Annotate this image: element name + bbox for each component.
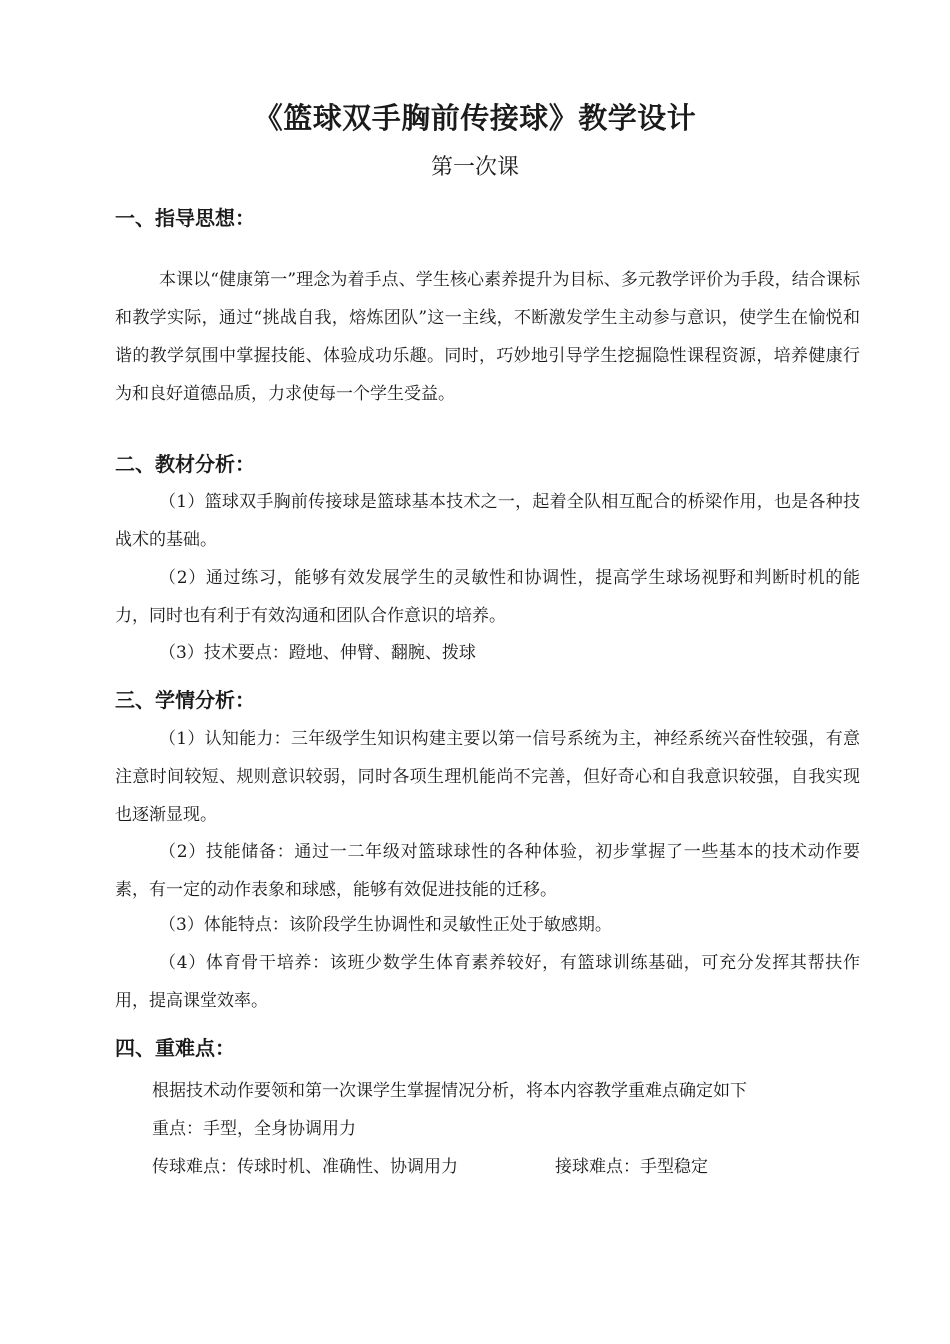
guiding-paragraph: 本课以“健康第一”理念为着手点、学生核心素养提升为目标、多元教学评价为手段，结合课标和教学实际，通过“挑战自我，熔炼团队”这一主线，不断激发学生主动参与意识，使学生在愉悦和谐的教学氛围中掌握技能、体验成功乐趣。同时，巧妙地引导学生挖掘隐性课程资源，培养健康行为和良好道德品质，力求使每一个学生受益。 — [115, 270, 860, 404]
material-item-3: （3）技术要点：蹬地、伸臂、翻腕、拨球 — [159, 643, 476, 663]
material-item-2: （2）通过练习，能够有效发展学生的灵敏性和协调性，提高学生球场视野和判断时机的能力，同时也有利于有效沟通和团队合作意识的培养。 — [115, 568, 860, 626]
keypoints-pass-difficulty: 传球难点：传球时机、准确性、协调用力 — [152, 1157, 458, 1177]
section-heading-guiding: 一、指导思想： — [115, 206, 255, 230]
students-item-4: （4）体育骨干培养：该班少数学生体育素养较好，有篮球训练基础，可充分发挥其帮扶作用，提高课堂效率。 — [115, 953, 860, 1011]
section-heading-keypoints: 四、重难点： — [115, 1036, 235, 1060]
document-subtitle: 第一次课 — [430, 155, 519, 180]
keypoints-focus: 重点：手型，全身协调用力 — [152, 1119, 356, 1139]
keypoints-catch-difficulty: 接球难点：手型稳定 — [555, 1157, 708, 1177]
document-title: 《篮球双手胸前传接球》教学设计 — [253, 101, 697, 135]
keypoints-intro: 根据技术动作要领和第一次课学生掌握情况分析，将本内容教学重难点确定如下 — [152, 1081, 747, 1101]
students-item-3: （3）体能特点：该阶段学生协调性和灵敏性正处于敏感期。 — [159, 915, 612, 935]
students-item-1: （1）认知能力：三年级学生知识构建主要以第一信号系统为主，神经系统兴奋性较强，有意注意时间较短、规则意识较弱，同时各项生理机能尚不完善，但好奇心和自我意识较强，自我实现也逐渐显现。 — [115, 729, 860, 825]
section-heading-students: 三、学情分析： — [115, 688, 255, 712]
material-item-1: （1）篮球双手胸前传接球是篮球基本技术之一，起着全队相互配合的桥梁作用，也是各种技战术的基础。 — [115, 492, 860, 550]
students-item-2: （2）技能储备：通过一二年级对篮球球性的各种体验，初步掌握了一些基本的技术动作要素，有一定的动作表象和球感，能够有效促进技能的迁移。 — [115, 842, 860, 900]
section-heading-material: 二、教材分析： — [115, 452, 255, 476]
